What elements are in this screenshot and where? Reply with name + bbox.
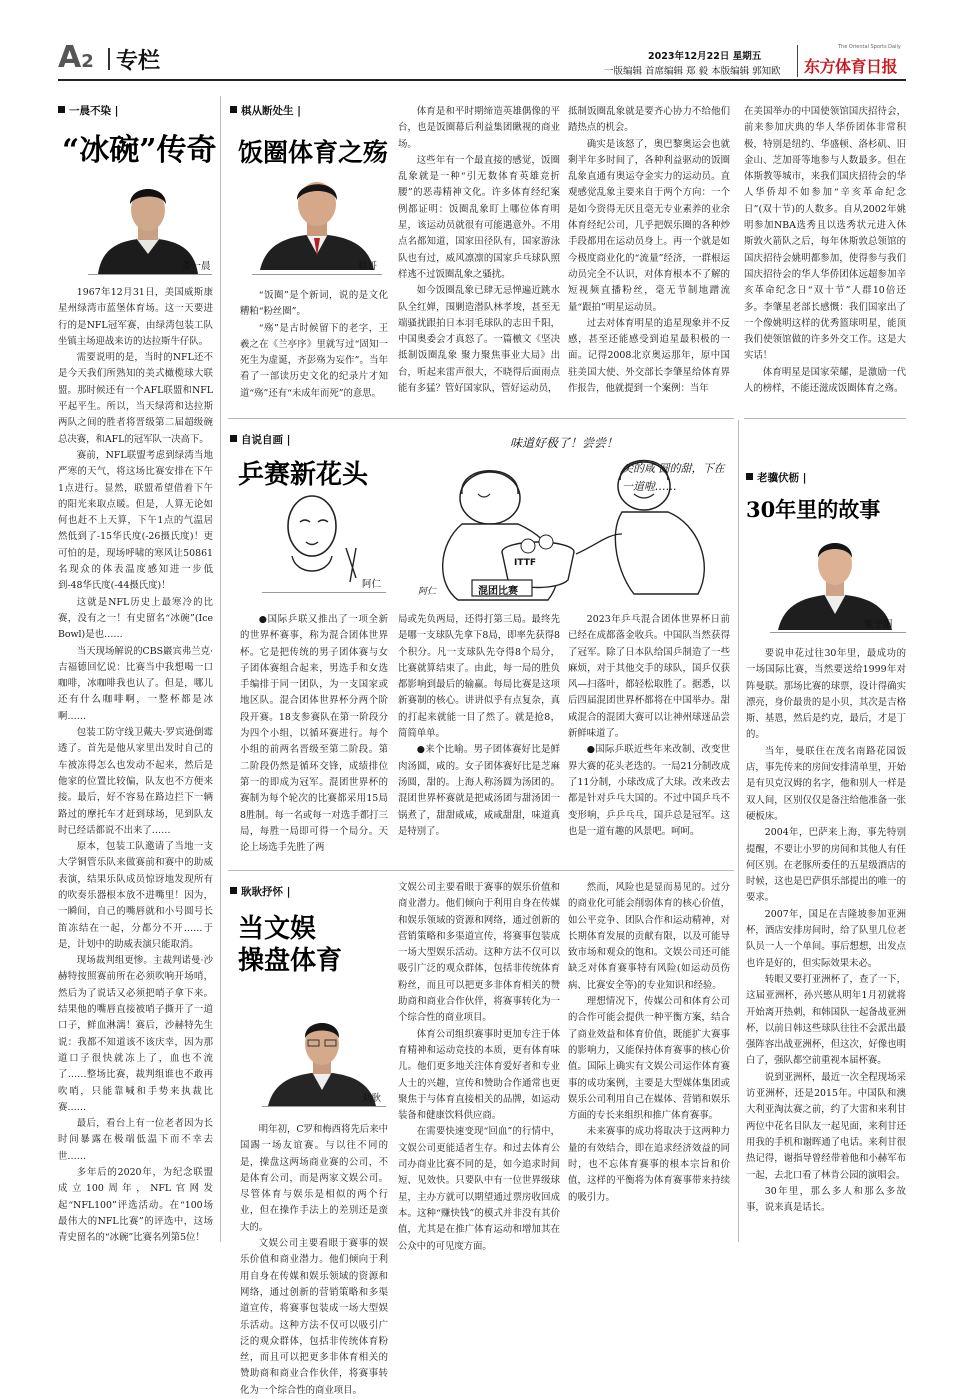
section-divider xyxy=(744,418,906,419)
byline-rule xyxy=(88,274,212,275)
para: 文娱公司主要看眼于赛事的娱乐价值和商业潜力。他们倾向于利用自身在传媒和娱乐领域的资源和网络，通过创新的营销策略和多渠道宣传，将赛事包装成一场大型娱乐活动。这种方法不仅可以吸引广泛的观众群体，包括非传统体育粉丝，而且可以把更多非体育相关的赞助商和商业合作伙伴，将赛事转化为一个综合性的商业项目。 xyxy=(398,882,560,1024)
author-ice: 娄一晨 xyxy=(182,261,211,272)
headline-ent-line2: 操盘体育 xyxy=(238,946,343,976)
para: 包装工防守线卫戴夫·罗宾逊倒霉透了。首先是他从家里出发时自己的车被冻得怎么也发动不起来，然后是他家的位置比较偏，队友也不方便来接。最后，好不容易在路边拦下一辆路过的摩托车才赶到球场，见到队友时已经话都说不出来了…… xyxy=(58,727,213,836)
headline-fan: 饭圈体育之殇 xyxy=(238,138,389,167)
body-fan-col4 xyxy=(744,104,906,410)
byline-rule xyxy=(262,1106,386,1107)
para: 原本，包装工队邀请了当地一支大学铜管乐队来做赛前和赛中的助威表演，结果乐队成员惊讶地发现所有的吹奏乐器根本放不进嘴里！因为，一瞬间，自己的嘴唇就和小号圆号长笛冻结在一起，分都分不开……于是，计划中的助威表演只能取消。 xyxy=(58,841,213,950)
body-ent-col2 xyxy=(398,880,560,1252)
para: 需要说明的是，当时的NFL还不是今天我们所熟知的美式橄榄球大联盟。那时候还有一个AFL联盟和NFL平起平生。所以，当天绿湾和达拉斯两队之间的胜者将晋级第二届超级碗总决赛，和AFL的冠军队一决高下。 xyxy=(58,352,213,445)
portrait-qige xyxy=(252,170,382,270)
para: 理想情况下，传媒公司和体育公司的合作可能会提供一种平衡方案，结合了商业效益和体育价值，既能扩大赛事的影响力，又能保持体育赛事的核心价值。国际上确实有文娱公司运作体育赛事的成功案例，主要是大型媒体集团或娱乐公司利用自己在媒体、营销和娱乐方面的专长来组织和推广体育赛事。 xyxy=(568,996,730,1122)
para: 2007年，国足在吉隆坡参加亚洲杯，酒店安排房间时，给了队里几位老队员一人一个单间。事后想想，出发点也许是好的，但实际效果未必。 xyxy=(746,908,906,969)
para: 明年初，C罗和梅西将先后来中国踢一场友谊赛。与以往不同的是，操盘这两场商业赛的公司，不是体育公司，而是两家文娱公司。尽管体育与娱乐是相似的两个行业，但在操作手法上的差别还是蛮大的。 xyxy=(240,1124,388,1233)
tag-ent: 耿耿抒怀 | xyxy=(230,884,291,899)
cartoon-bowl-label: ITTF xyxy=(514,558,536,568)
headline-history: 30年里的故事 xyxy=(746,497,881,522)
para: 转眼又要打亚洲杯了，查了一下，这届亚洲杯，孙兴慜从明年1月初就将开始离开热刺，和韩国队一起备战亚洲杯，以前日韩这些球队往往不会派出最强阵容出战亚洲杯，但这次，好像也明白了，强队都空前重视本届杯赛。 xyxy=(746,973,906,1067)
para: ●来个比喻。男子团体赛好比是鲜肉汤圆，咸的。女子团体赛好比是芝麻汤圆，甜的。上海人称汤圆为汤团的。混团世界杯赛就是把咸汤团与甜汤团一锅煮了，甜甜咸咸，咸咸甜甜，味道真是特别了。 xyxy=(398,744,560,837)
para: 在需要快速变现“回血”的行情中，文娱公司更能适者生存。和过去体育公司办商业比赛不同的是，如今追求时间短、见效快。只要队中有一位世界级球星，主办方就可以期望通过票房收回成本。这种“赚快钱”的模式并非没有其价值，尤其是在推广体育运动和增加其在公众中的可见度方面。 xyxy=(398,1126,560,1252)
para: 最后，看台上有一位老者因为长时间暴露在极端低温下而不幸去世…… xyxy=(58,1118,213,1162)
para: 30年里，那么多人和那么多故事，说来真是话长。 xyxy=(746,1185,906,1214)
para: “饭圈”是个新词，说的是文化糟粕“粉丝圈”。 xyxy=(240,290,388,318)
body-ice xyxy=(58,285,213,1244)
para: 局或先负两局，还得打第三局。最终先是哪一支球队先拿下8局，即率先获得8个积分。凡一支球队先夺得8个局分，比赛就算结束了。由此，每一局的胜负都影响到最后的输赢。每局比赛是这项新赛制的核心。讲讲似乎有点复杂，真的打起来就能一目了然了。就是抢8，简简单单。 xyxy=(398,614,560,740)
body-fan-col3 xyxy=(568,104,730,410)
para: 当年，曼联住在茂名南路花园饭店，事先传来的房间安排清单里，开始是有贝克汉姆的名字，他和别人一样是双人间，区别仅仅是备注给他准备一张硬板床。 xyxy=(746,745,906,822)
para: 在美国举办的中国使领馆国庆招待会，前来参加庆典的华人华侨团体非常积极，特别是纽约、华盛顿、洛杉矶、旧金山、芝加哥等地参与人数最多。但在体斯教等城市，来我们国庆招待会的华人华侨却不如参加“辛亥革命纪念日”(双十节)的人数多。自从2002年姚明参加NBA选秀且以选秀状元进入休斯敦火箭队之后，每年休斯敦总领馆的国庆招待会姚明都参加，使得参与我们国庆招待会的华人华侨团体远超参加辛亥革命纪念日“双十节”人群10倍还多。李肇星老部长感慨：我们国家出了一个像姚明这样的优秀篮球明星，能顶我们使领馆做的许多外交工作。这是大实话！ xyxy=(744,106,906,362)
byline-rule xyxy=(252,274,382,275)
para: 2004年，巴萨来上海，事先特别提醒，不要让小罗的房间和其他人有任何区别。在老豚所委任的五星级酒店的时候，这也是巴萨俱乐部提出的唯一的要求。 xyxy=(746,827,906,904)
body-history xyxy=(746,646,906,1244)
byline-rule xyxy=(262,592,386,593)
column-divider xyxy=(738,420,739,1242)
author-pingpong: 阿仁 xyxy=(362,579,382,590)
byline-rule xyxy=(770,632,906,633)
tag-ice: 一晨不染 | xyxy=(58,103,119,118)
page-number-badge xyxy=(58,40,94,74)
tag-fan: 棋从断处生 | xyxy=(230,103,301,118)
body-fan-col2 xyxy=(398,104,560,410)
para: 如今饭圈乱象已肆无忌惮遍近跳水队全红婵，围剿造潜队林孝埈，甚至无端骚扰跟拍日本羽毛球队的志田千阳，中国奥委会才真怒了。一篇檄文《坚决抵制饭圈乱象 聚力聚焦事业大局》出台，听起来雷声很大，不晓得后面雨点能有多猛？管好国家队，管好运动员， xyxy=(398,285,560,395)
page-letter: A xyxy=(58,40,82,75)
tag-square-icon xyxy=(58,106,65,113)
para: 确实是该怒了，奥巴黎奥运会也就剩半年多时间了，各种利益驱动的饭圈乱象直通有奥运夺金实力的运动员。直观感觉乱象主要来自于两个方向：一个是如今资得无厌且毫无专业素养的业余体育经纪公司，几乎把娱乐圈的各种炒手段都用在运动员身上。再一个就是如今极度商业化的“流量”经济，一群根运动员完全不认识，对体育根本不了解的短视频直播粉丝，毫无节制地蹭流量“跟拍”明星运动员。 xyxy=(568,138,730,313)
body-pingpong-col3 xyxy=(568,612,730,864)
para: 说到亚洲杯，最近一次全程现场采访亚洲杯，还是2015年。中国队和澳大利亚淘汰赛之前，约了大雷和来利甘两位中花名目队友一起见面，来利甘还用我的手机和谢晖通了电话。来利甘很热记得，谢指导曾经带着他和小赫军布一起，去北口看了林肯公园的演唱会。 xyxy=(746,1071,906,1181)
para: 过去对体育明星的追星现象并不反感，甚至还能感受到追星最积极的一面。记得2008北京奥运那年，原中国驻美国大使、外交部长李肇星给体育界作报告，他就提到一个案例：当年 xyxy=(568,317,730,395)
para: ●国际乒联又推出了一项全新的世界杯赛事，称为混合团体世界杯。它是把传统的男子团体赛与女子团体赛组合起来，男选手和女选手编排于同一团队，为一支国家或地区队。混合团体世界杯分两个阶段开赛。18支参赛队在第一阶段分为四个小组，以循环赛进行。每个小组的前两名晋级至第二阶段。第二阶段仍然是循环交锋，成绩排位第一的即成为冠军。混团世界杯的赛制为每个轮次的比赛都采用15局8胜制。每一名或每一对选手都打三局，每胜一局即可得一个局分。天论上场选手先胜了两 xyxy=(240,614,388,854)
para: 赛前，NFL联盟考虑到绿湾当地严寒的天气，将这场比赛安排在下午1点进行。显然，联盟希望借着下午的阳光来取点暖。但是，人算无论如何也赶不上天算，下午1点的气温居然低到了-15华氏度(-26摄氏度)！更可怕的是，现场呼啸的寒风让50861名现众的体表温度感知进一步低到-48华氏度(-44摄氏度)！ xyxy=(58,449,213,592)
para: 抵制饭圈乱象就是要齐心协力不给他们踏热点的机会。 xyxy=(568,106,730,134)
body-fan-col1 xyxy=(240,288,388,408)
cartoon-bubble-1: 味道好极了！尝尝！ xyxy=(510,436,619,450)
para: 这就是NFL历史上最寒冷的比赛，没有之一！有史留名“冰碗”(Ice Bowl)是也…… xyxy=(58,596,213,641)
para: 当天现场解说的CBS巖宾弗兰克·吉福德回忆说：比赛当中我想喝一口咖啡，冰咖啡我也认了。但是，哪儿还有什么咖啡啊，一整杯都是冰啊…… xyxy=(58,645,213,722)
para: 体育是和平时期缔造英雄偶像的平台，也是饭圈幕后利益集团瞅视的商业场。 xyxy=(398,106,560,150)
tag-square-icon xyxy=(746,473,753,480)
tag-label: 自说自画 xyxy=(241,434,283,446)
headline-pingpong: 乒赛新花头 xyxy=(238,460,369,490)
tag-square-icon xyxy=(230,435,237,442)
para: 要说申花过往30年里，最成功的一场国际比赛，当然要送给1999年对阵曼联。那场比赛的球票，设计得确实漂亮，身价最贵的是小贝，其次是吉格斯、基恩，然后是约克，最后，才是丁的。 xyxy=(746,648,906,741)
editors-line: 一版编辑 首席编辑 郑 毅 本版编辑 郭知欧 xyxy=(604,66,781,77)
para: 未来赛事的成功将取决于这两种力量的有效结合，即在追求经济效益的同时，也不忘体育赛事的根本宗旨和价值，这样的平衡将为体育赛事带来持续的吸引力。 xyxy=(568,1126,730,1203)
tag-square-icon xyxy=(230,887,237,894)
tag-label: 耿耿抒怀 xyxy=(241,886,283,898)
author-ent: 刘耿 xyxy=(362,1093,382,1104)
tag-label: 一晨不染 xyxy=(69,105,111,117)
header-rule xyxy=(58,79,906,81)
author-history: 姬宇阳 xyxy=(864,619,893,630)
tag-history: 老骥伏枥 | xyxy=(746,470,807,485)
para: 然而，风险也是显而易见的。过分的商业化可能会削弱体育的核心价值，如公平竞争、团队合作和运动精神，对长期体育发展的贡献有限，以及可能导致市场和观众的饱和。文娱公司还可能缺乏对体育赛事特有风险(如运动员伤病、比赛安全等)的专业知识和经验。 xyxy=(568,882,730,991)
date-line: 2023年12月22日 星期五 xyxy=(648,51,762,62)
tag-label: 棋从断处生 xyxy=(241,105,294,117)
para: 体育公司组织赛事时更加专注于体育精神和运动竞技的本质，更有体育味儿。他们更多地关注体育爱好者和专业人士的兴趣，宣传和赞助合作通常也更聚焦于与体育直接相关的品牌，如运动装备和健康饮料供应商。 xyxy=(398,1028,560,1122)
brand-name: 东方体育日报 xyxy=(804,57,898,76)
cartoon-illustration xyxy=(398,424,734,608)
body-ent-col1 xyxy=(240,1122,388,1396)
para: 1967年12月31日，美国威斯康星州绿湾市蓝堡体育场。这一天要进行的是NFL冠军赛，由绿湾包装工队坐镇主场迎战来访的达拉斯牛仔队。 xyxy=(58,287,213,347)
headline-ice: “冰碗”传奇 xyxy=(62,133,217,168)
section-name: 专栏 xyxy=(116,49,161,74)
para: ●国际乒联近些年来改制、改变世界大赛的花头老迭的。一局21分制改成了11分制，小球改成了大球。改来改去都是针对乒乓大国的。不过中国乒乓不变形响，乒乒乓乓，国乒总是冠军。这也是一道有趣的风景吧。呵呵。 xyxy=(568,744,730,837)
body-ent-col3 xyxy=(568,880,730,1244)
para: 文娱公司主要看眼于赛事的娱乐价值和商业潜力。他们倾向于利用自身在传媒和娱乐领域的资源和网络，通过创新的营销策略和多渠道宣传，将赛事包装成一场大型娱乐活动。这种方法不仅可以吸引广泛的观众群体，包括非传统体育粉丝，而且可以把更多非体育相关的赞助商和商业合作伙伴，将赛事转化为一个综合性的商业项目。 xyxy=(240,1238,388,1396)
para: “殇”是古时候留下的老字，王羲之在《兰亭序》里就写过“固知一死生为虚诞，齐彭殇为妄作”。当年看了一部读历史文化的纪录片才知道“殇”还有“未成年而死”的意思。 xyxy=(240,322,388,399)
cartoon-pot-label: 混团比赛 xyxy=(478,586,518,597)
column-divider xyxy=(220,96,221,1242)
tag-square-icon xyxy=(230,106,237,113)
para: 多年后的2020年，为纪念联盟成立100周年，NFL官网发起“NFL100”评选活动。在“100场最伟大的NFL比赛”的评选中，这场青史留名的“冰碗”比赛名列第5位！ xyxy=(58,1167,213,1244)
section-divider xyxy=(228,870,734,871)
brand-logo xyxy=(804,44,908,78)
brand-english: The Oriental Sports Daily xyxy=(838,44,901,50)
author-fan: 棋哥 xyxy=(358,261,378,272)
portrait-aren xyxy=(262,490,382,586)
tag-pingpong: 自说自画 | xyxy=(230,432,291,447)
para: 现场裁判组更惨。主裁判诺曼·沙赫特按照赛前所在必须吹响开场哨，然后为了说话又必须把哨子拿下来。结果他的嘴唇直接被哨子撕开了一道口子，鲜血淋漓！赛后，沙赫特先生说：我都不知道该不该庆幸，因为那道口子很快就冻上了，血也不流了……整场比赛，裁判组谁也不敢再吹哨，只能靠喊和手势来执裁比赛…… xyxy=(58,955,213,1113)
tag-label: 老骥伏枥 xyxy=(757,472,799,484)
header-divider-vertical xyxy=(108,48,110,70)
headline-ent-line1: 当文娱 xyxy=(238,914,317,944)
cartoon-svg xyxy=(398,424,734,608)
body-pingpong-col1 xyxy=(240,612,388,864)
cartoon-signature: 阿仁 xyxy=(418,587,437,597)
para: 体育明星是国家荣耀，是激励一代人的榜样，不能还滋成饭圈体育之殇。 xyxy=(744,366,906,395)
body-pingpong-col2 xyxy=(398,612,560,864)
portrait-ji xyxy=(770,530,900,630)
section-divider xyxy=(228,418,734,419)
para: 2023年乒乓混合团体世界杯日前已经在成都落金收兵。中国队当然获得了冠军。除了日本队给国乒制造了一些麻烦，对于其他交手的球队，国乒仅获风—扫落叶，都轻松取胜了。据悉，以后四届混团世界杯都将在中国举办。甜咸混合的混团大赛可以让神州球迷品尝新鲜味道了。 xyxy=(568,614,730,740)
cartoon-bubble-2: 尖的咸 圆的甜，下在一道啦…… xyxy=(622,462,725,493)
para: 这些年有一个最直接的感觉，饭圈乱象就是一种“引无数体育英雄竞折腰”的恶毒精神文化。许多体育经纪案例都证明：饭圈乱象盯上哪位体育明星，该运动员就很有可能遇意外。不用点名都知道，国家田径队有，国家游泳队也有过，威风凛凛的国家乒乓球队照样逃不过饭圈乱象之骚扰。 xyxy=(398,154,560,280)
header-brand-divider xyxy=(797,45,798,77)
page-number: 2 xyxy=(81,51,94,72)
